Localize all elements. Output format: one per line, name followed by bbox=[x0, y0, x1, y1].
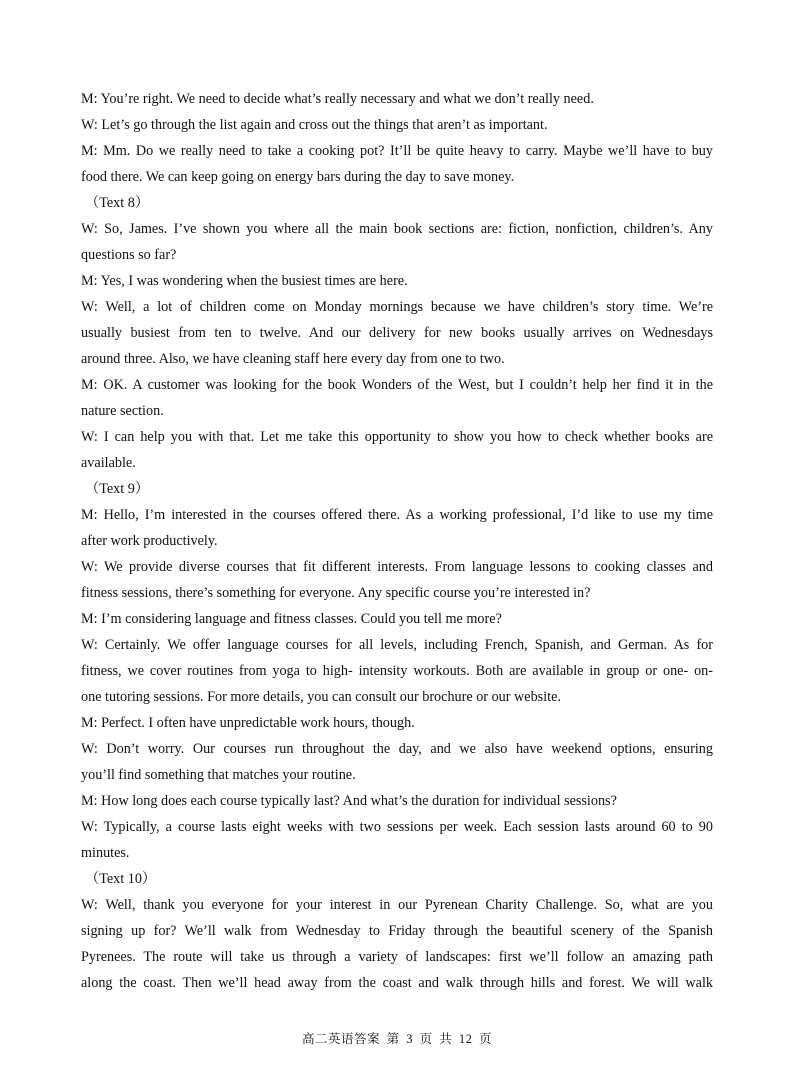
transcript-line: M: Perfect. I often have unpredictable work hours, though. bbox=[81, 715, 415, 731]
transcript-line: Pyrenees. The route will take us through a variety of landscapes: first we’ll follow an amazing path bbox=[81, 949, 713, 965]
transcript-line: W: Let’s go through the list again and cross out the things that aren’t as important. bbox=[81, 117, 548, 133]
transcript-line: around three. Also, we have cleaning staff here every day from one to two. bbox=[81, 351, 505, 367]
transcript-line: W: So, James. I’ve shown you where all the main book sections are: fiction, nonfiction, children’s. Any bbox=[81, 221, 713, 237]
section-heading: （Text 10） bbox=[85, 871, 157, 887]
transcript-line: W: We provide diverse courses that fit different interests. From language lessons to cooking classes and bbox=[81, 559, 713, 575]
transcript-line: M: How long does each course typically last? And what’s the duration for individual sessions? bbox=[81, 793, 617, 809]
transcript-line: after work productively. bbox=[81, 533, 218, 549]
transcript-line: one tutoring sessions. For more details, you can consult our brochure or our website. bbox=[81, 689, 561, 705]
transcript-line: W: Don’t worry. Our courses run throughout the day, and we also have weekend options, ensuring bbox=[81, 741, 713, 757]
section-heading: （Text 9） bbox=[85, 481, 150, 497]
transcript-line: M: You’re right. We need to decide what’s really necessary and what we don’t really need. bbox=[81, 91, 594, 107]
transcript-line: along the coast. Then we’ll head away from the coast and walk through hills and forest. We will walk bbox=[81, 975, 713, 991]
transcript-line: fitness, we cover routines from yoga to high- intensity workouts. Both are available in group or one- on- bbox=[81, 663, 713, 679]
document-body bbox=[81, 86, 713, 996]
transcript-line: fitness sessions, there’s something for everyone. Any specific course you’re interested in? bbox=[81, 585, 591, 601]
transcript-line: questions so far? bbox=[81, 247, 177, 263]
transcript-line: W: Typically, a course lasts eight weeks with two sessions per week. Each session lasts around 60 to 90 bbox=[81, 819, 713, 835]
transcript-line: M: Mm. Do we really need to take a cooking pot? It’ll be quite heavy to carry. Maybe we’ll have to buy bbox=[81, 143, 713, 159]
transcript-line: nature section. bbox=[81, 403, 164, 419]
transcript-line: W: Certainly. We offer language courses for all levels, including French, Spanish, and German. As for bbox=[81, 637, 713, 653]
transcript-line: M: Hello, I’m interested in the courses offered there. As a working professional, I’d like to use my time bbox=[81, 507, 713, 523]
transcript-line: W: I can help you with that. Let me take this opportunity to show you how to check whether books are bbox=[81, 429, 713, 445]
transcript-line: W: Well, a lot of children come on Monday mornings because we have children’s story time. We’re bbox=[81, 299, 713, 315]
page-footer: 高二英语答案 第 3 页 共 12 页 bbox=[301, 1032, 492, 1046]
transcript-line: M: I’m considering language and fitness classes. Could you tell me more? bbox=[81, 611, 502, 627]
transcript-line: minutes. bbox=[81, 845, 130, 861]
transcript-line: W: Well, thank you everyone for your interest in our Pyrenean Charity Challenge. So, what are you bbox=[81, 897, 713, 913]
transcript-line: signing up for? We’ll walk from Wednesday to Friday through the beautiful scenery of the Spanish bbox=[81, 923, 713, 939]
transcript-line: available. bbox=[81, 455, 136, 471]
transcript-line: food there. We can keep going on energy bars during the day to save money. bbox=[81, 169, 515, 185]
transcript-line: M: OK. A customer was looking for the book Wonders of the West, but I couldn’t help her find it in the bbox=[81, 377, 713, 393]
section-heading: （Text 8） bbox=[85, 195, 150, 211]
transcript-line: usually busiest from ten to twelve. And our delivery for new books usually arrives on Wednesdays bbox=[81, 325, 713, 341]
transcript-line: you’ll find something that matches your routine. bbox=[81, 767, 356, 783]
transcript-line: M: Yes, I was wondering when the busiest times are here. bbox=[81, 273, 408, 289]
